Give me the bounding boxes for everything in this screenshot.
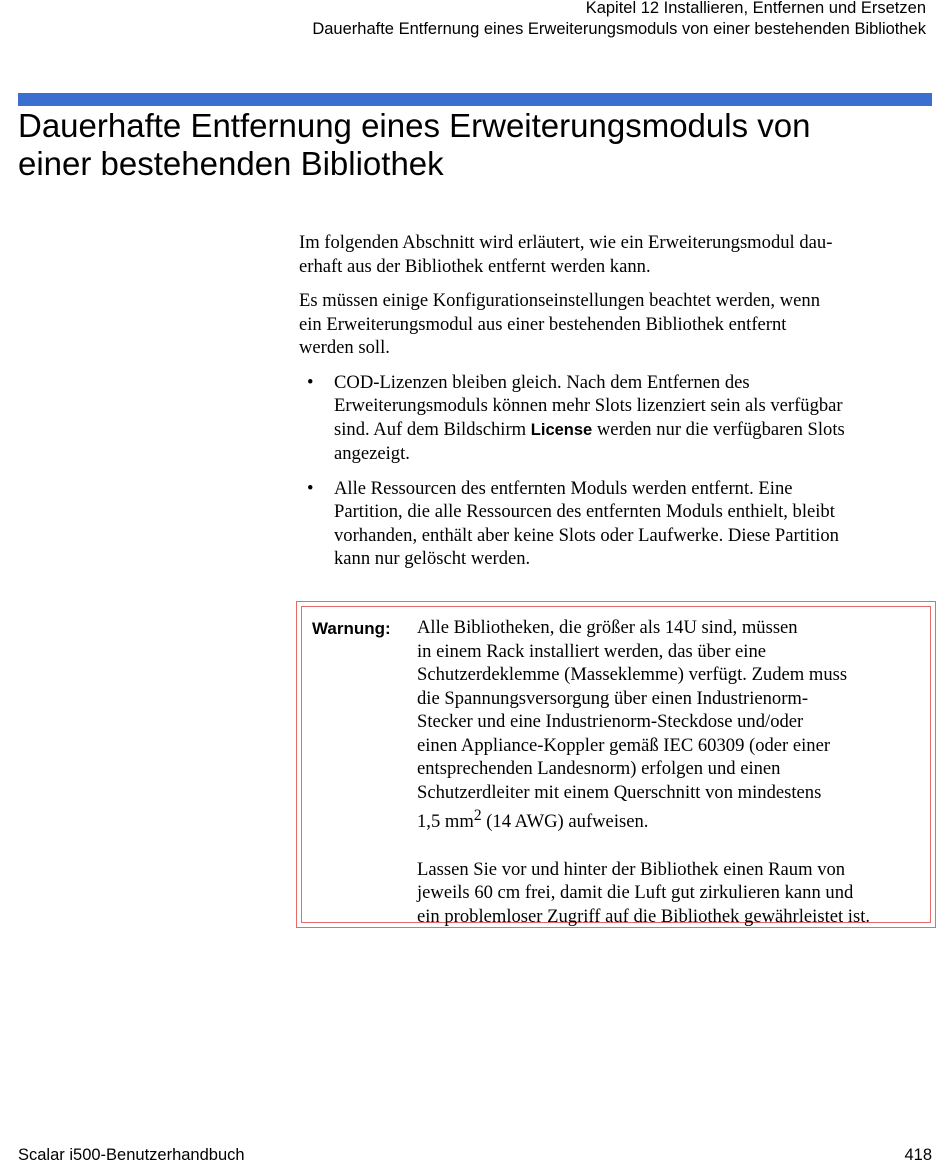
warning-text [417, 616, 927, 952]
footer-page-number: 418 [904, 1146, 932, 1164]
text-line: vorhanden, enthält aber keine Slots oder Laufwerke. Diese Partition [334, 524, 839, 546]
text-line: Lassen Sie vor und hinter der Bibliothek einen Raum von [417, 858, 846, 880]
text-line: sind. Auf dem Bildschirm [334, 418, 531, 440]
text-line: einen Appliance-Koppler gemäß IEC 60309 (oder einer [417, 734, 831, 756]
warning-paragraph [417, 616, 927, 834]
section-rule [18, 93, 932, 106]
text-line: COD-Lizenzen bleiben gleich. Nach dem Entfernen des [334, 371, 750, 393]
text-line: Partition, die alle Ressourcen des entfernten Moduls enthielt, bleibt [334, 501, 835, 522]
text-line: Alle Ressourcen des entfernten Moduls werden entfernt. Eine [334, 477, 793, 499]
warning-inner-border [301, 606, 931, 927]
license-term: License [530, 420, 593, 439]
text-line: Stecker und eine Industrienorm-Steckdose und/oder [417, 711, 804, 732]
body-text [299, 231, 929, 582]
text-line: erhaft aus der Bibliothek entfernt werden kann. [299, 255, 651, 277]
text-line: Erweiterungsmoduls können mehr Slots lizenziert sein als verfügbar [334, 395, 843, 416]
header-chapter: Kapitel 12 Installieren, Entfernen und Ersetzen [585, 0, 926, 17]
text-line: kann nur gelöscht werden. [334, 548, 531, 569]
bullet-list [299, 371, 929, 571]
bullet-icon: • [307, 477, 314, 499]
title-line: Dauerhafte Entfernung eines Erweiterungsmoduls von [18, 107, 811, 144]
superscript: 2 [473, 807, 482, 824]
text-line: Im folgenden Abschnitt wird erläutert, wie ein Erweiterungsmodul dau- [299, 232, 833, 253]
warning-label: Warnung: [312, 619, 391, 638]
intro-paragraph [299, 231, 929, 278]
bullet-icon: • [307, 371, 314, 393]
text-line: 1,5 mm [417, 811, 474, 833]
text-line: ein problemloser Zugriff auf die Bibliothek gewährleistet ist. [417, 905, 871, 927]
warning-box [296, 601, 936, 928]
text-line: werden nur die verfügbaren Slots [592, 418, 845, 440]
text-line: Es müssen einige Konfigurationseinstellungen beachtet werden, wenn [299, 290, 820, 311]
text-line: Alle Bibliotheken, die größer als 14U sind, müssen [417, 617, 798, 638]
config-paragraph [299, 289, 929, 360]
text-line: in einem Rack installiert werden, das über eine [417, 640, 767, 662]
text-line: entsprechenden Landesnorm) erfolgen und einen [417, 758, 781, 779]
warning-paragraph [417, 858, 927, 929]
page-title [18, 107, 918, 183]
text-line: (14 AWG) aufweisen. [481, 811, 649, 833]
title-line: einer bestehenden Bibliothek [18, 145, 444, 182]
text-line: ein Erweiterungsmodul aus einer bestehenden Bibliothek entfernt [299, 313, 787, 335]
footer-doc-title: Scalar i500-Benutzerhandbuch [18, 1146, 245, 1164]
text-line: jeweils 60 cm frei, damit die Luft gut zirkulieren kann und [417, 882, 854, 904]
text-line: Schutzerdleiter mit einem Querschnitt von mindestens [417, 781, 822, 803]
running-header [312, 0, 926, 40]
text-line: werden soll. [299, 337, 390, 358]
list-item [299, 371, 929, 466]
text-line: angezeigt. [334, 443, 410, 464]
list-item [299, 477, 929, 571]
header-section: Dauerhafte Entfernung eines Erweiterungsmoduls von einer bestehenden Bibliothek [312, 20, 926, 38]
text-line: Schutzerdeklemme (Masseklemme) verfügt. Zudem muss [417, 664, 848, 685]
text-line: die Spannungsversorgung über einen Industrienorm- [417, 687, 809, 709]
